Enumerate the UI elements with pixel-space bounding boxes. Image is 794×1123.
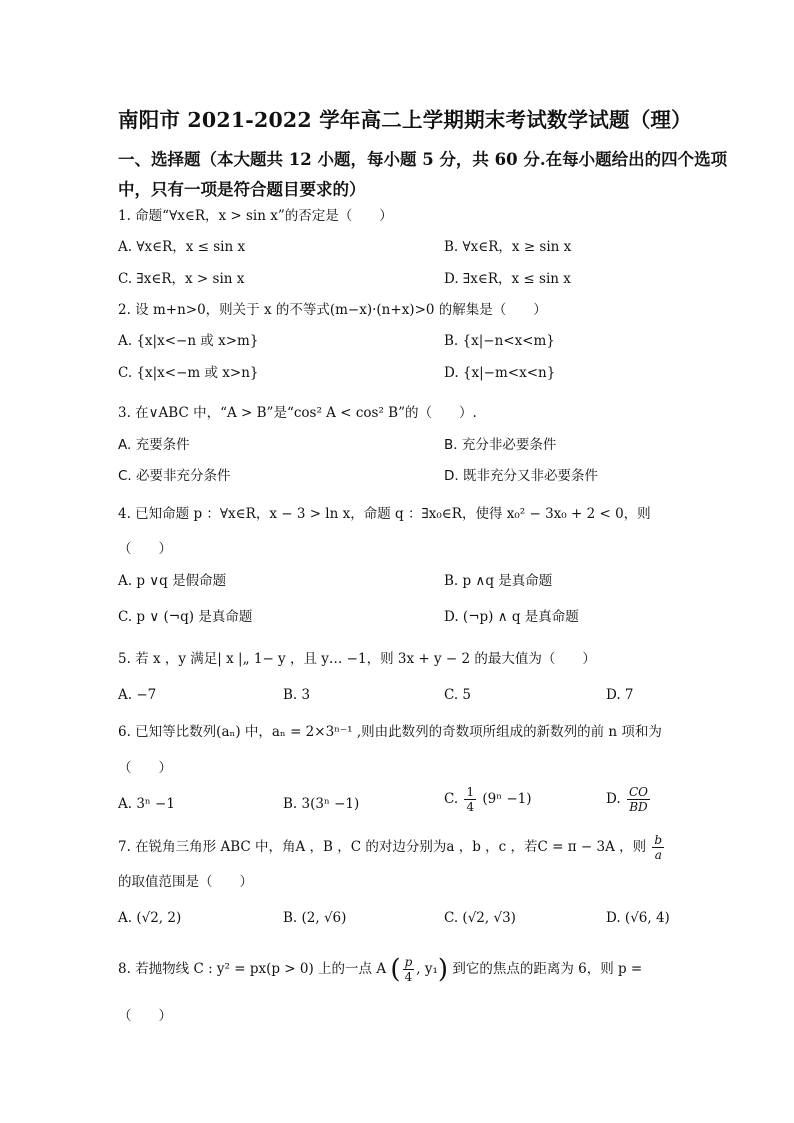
fraction-denominator: BD [629, 800, 648, 814]
question-7-option-d: D. (√6, 4) [606, 910, 670, 926]
question-3-stem: 3. 在∨ABC 中，“A > B”是“cos² A < cos² B”的（ ）. [118, 405, 477, 421]
question-7-option-c: C. (√2, √3) [444, 910, 516, 926]
question-8-fraction [403, 955, 415, 984]
question-2-option-c: C. {x|x<−m 或 x>n} [118, 365, 259, 381]
right-paren: ) [437, 954, 449, 985]
question-8-stem-text: 8. 若抛物线 C : y² = px(p > 0) 上的一点 A [118, 961, 387, 977]
option-d-label: D. [606, 791, 621, 807]
question-4-stem: 4. 已知命题 p ：∀x∈R，x − 3 > ln x，命题 q ：∃x₀∈R，使得 x₀² − 3x₀ + 2 < 0，则 [118, 506, 651, 522]
question-1-option-a: A. ∀x∈R，x ≤ sin x [118, 239, 246, 255]
question-4-stem-paren: （ ） [118, 541, 172, 557]
option-d-fraction [627, 785, 650, 814]
question-2-stem: 2. 设 m+n>0，则关于 x 的不等式(m−x)·(n+x)>0 的解集是（ ） [118, 302, 547, 318]
question-7-option-a: A. (√2, 2) [118, 910, 182, 926]
question-8-stem-paren: （ ） [118, 1008, 172, 1024]
question-6-option-a: A. 3ⁿ −1 [118, 796, 175, 812]
question-1-stem: 1. 命题“∀x∈R，x > sin x”的否定是（ ） [118, 208, 393, 224]
question-3-option-c: C. 必要非充分条件 [118, 468, 231, 484]
question-8-point-y: , y₁ [416, 961, 438, 977]
question-1-option-b: B. ∀x∈R，x ≥ sin x [444, 239, 572, 255]
question-6-option-c [444, 785, 532, 814]
fraction-numerator: b [654, 833, 663, 847]
left-paren: ( [390, 954, 401, 985]
question-7-fraction [652, 833, 664, 862]
fraction-numerator: 1 [466, 785, 475, 799]
question-6-option-b: B. 3(3ⁿ −1) [283, 796, 360, 812]
question-2-option-b: B. {x|−n<x<m} [444, 333, 555, 349]
question-3-option-a: A. 充要条件 [118, 437, 190, 453]
fraction-denominator: 4 [404, 970, 413, 984]
option-c-label: C. [444, 791, 459, 807]
question-8-stem-end: 到它的焦点的距离为 6，则 p = [452, 961, 643, 977]
question-7-stem [118, 833, 666, 862]
question-4-option-a: A. p ∨q 是假命题 [118, 573, 227, 589]
option-c-fraction [464, 785, 476, 814]
question-1-option-c: C. ∃x∈R，x > sin x [118, 271, 245, 287]
question-6-stem-paren: （ ） [118, 760, 172, 776]
section-heading-line-2: 中，只有一项是符合题目要求的） [118, 180, 366, 199]
section-heading-line-1: 一、选择题（本大题共 12 小题，每小题 5 分，共 60 分.在每小题给出的四个选项 [118, 150, 728, 169]
option-c-tail: (9ⁿ −1) [482, 791, 532, 807]
question-7-option-b: B. (2, √6) [283, 910, 347, 926]
question-5-option-d: D. 7 [606, 687, 634, 703]
question-5-option-c: C. 5 [444, 687, 472, 703]
question-2-option-a: A. {x|x<−n 或 x>m} [118, 333, 259, 349]
question-4-option-b: B. p ∧q 是真命题 [444, 573, 553, 589]
question-3-option-b: B. 充分非必要条件 [444, 437, 557, 453]
page-title: 南阳市 2021-2022 学年高二上学期期末考试数学试题（理） [118, 108, 692, 132]
question-4-option-c: C. p ∨ (¬q) 是真命题 [118, 609, 253, 625]
question-4-option-d: D. (¬p) ∧ q 是真命题 [444, 609, 579, 625]
question-1-option-d: D. ∃x∈R，x ≤ sin x [444, 271, 571, 287]
question-7-stem-line-2: 的取值范围是（ ） [118, 874, 253, 890]
fraction-denominator: 4 [466, 800, 475, 814]
question-5-option-a: A. −7 [118, 687, 157, 703]
question-6-option-d [606, 785, 652, 814]
question-2-option-d: D. {x|−m<x<n} [444, 365, 556, 381]
question-3-option-d: D. 既非充分又非必要条件 [444, 468, 598, 484]
question-8-stem [118, 955, 642, 984]
fraction-denominator: a [654, 848, 662, 862]
question-5-stem: 5. 若 x ，y 满足| x |„ 1− y ，且 y… −1，则 3x + y − 2 的最大值为（ ） [118, 651, 596, 667]
question-7-stem-text: 7. 在锐角三角形 ABC 中，角A ，B ，C 的对边分别为a ，b ，c ，若C = π − 3A ，则 [118, 839, 647, 855]
question-6-stem: 6. 已知等比数列(aₙ) 中，aₙ = 2×3ⁿ⁻¹ ,则由此数列的奇数项所组成的新数列的前 n 项和为 [118, 724, 662, 740]
fraction-numerator: p [404, 955, 413, 969]
question-5-option-b: B. 3 [283, 687, 311, 703]
fraction-numerator: CO [628, 785, 648, 799]
